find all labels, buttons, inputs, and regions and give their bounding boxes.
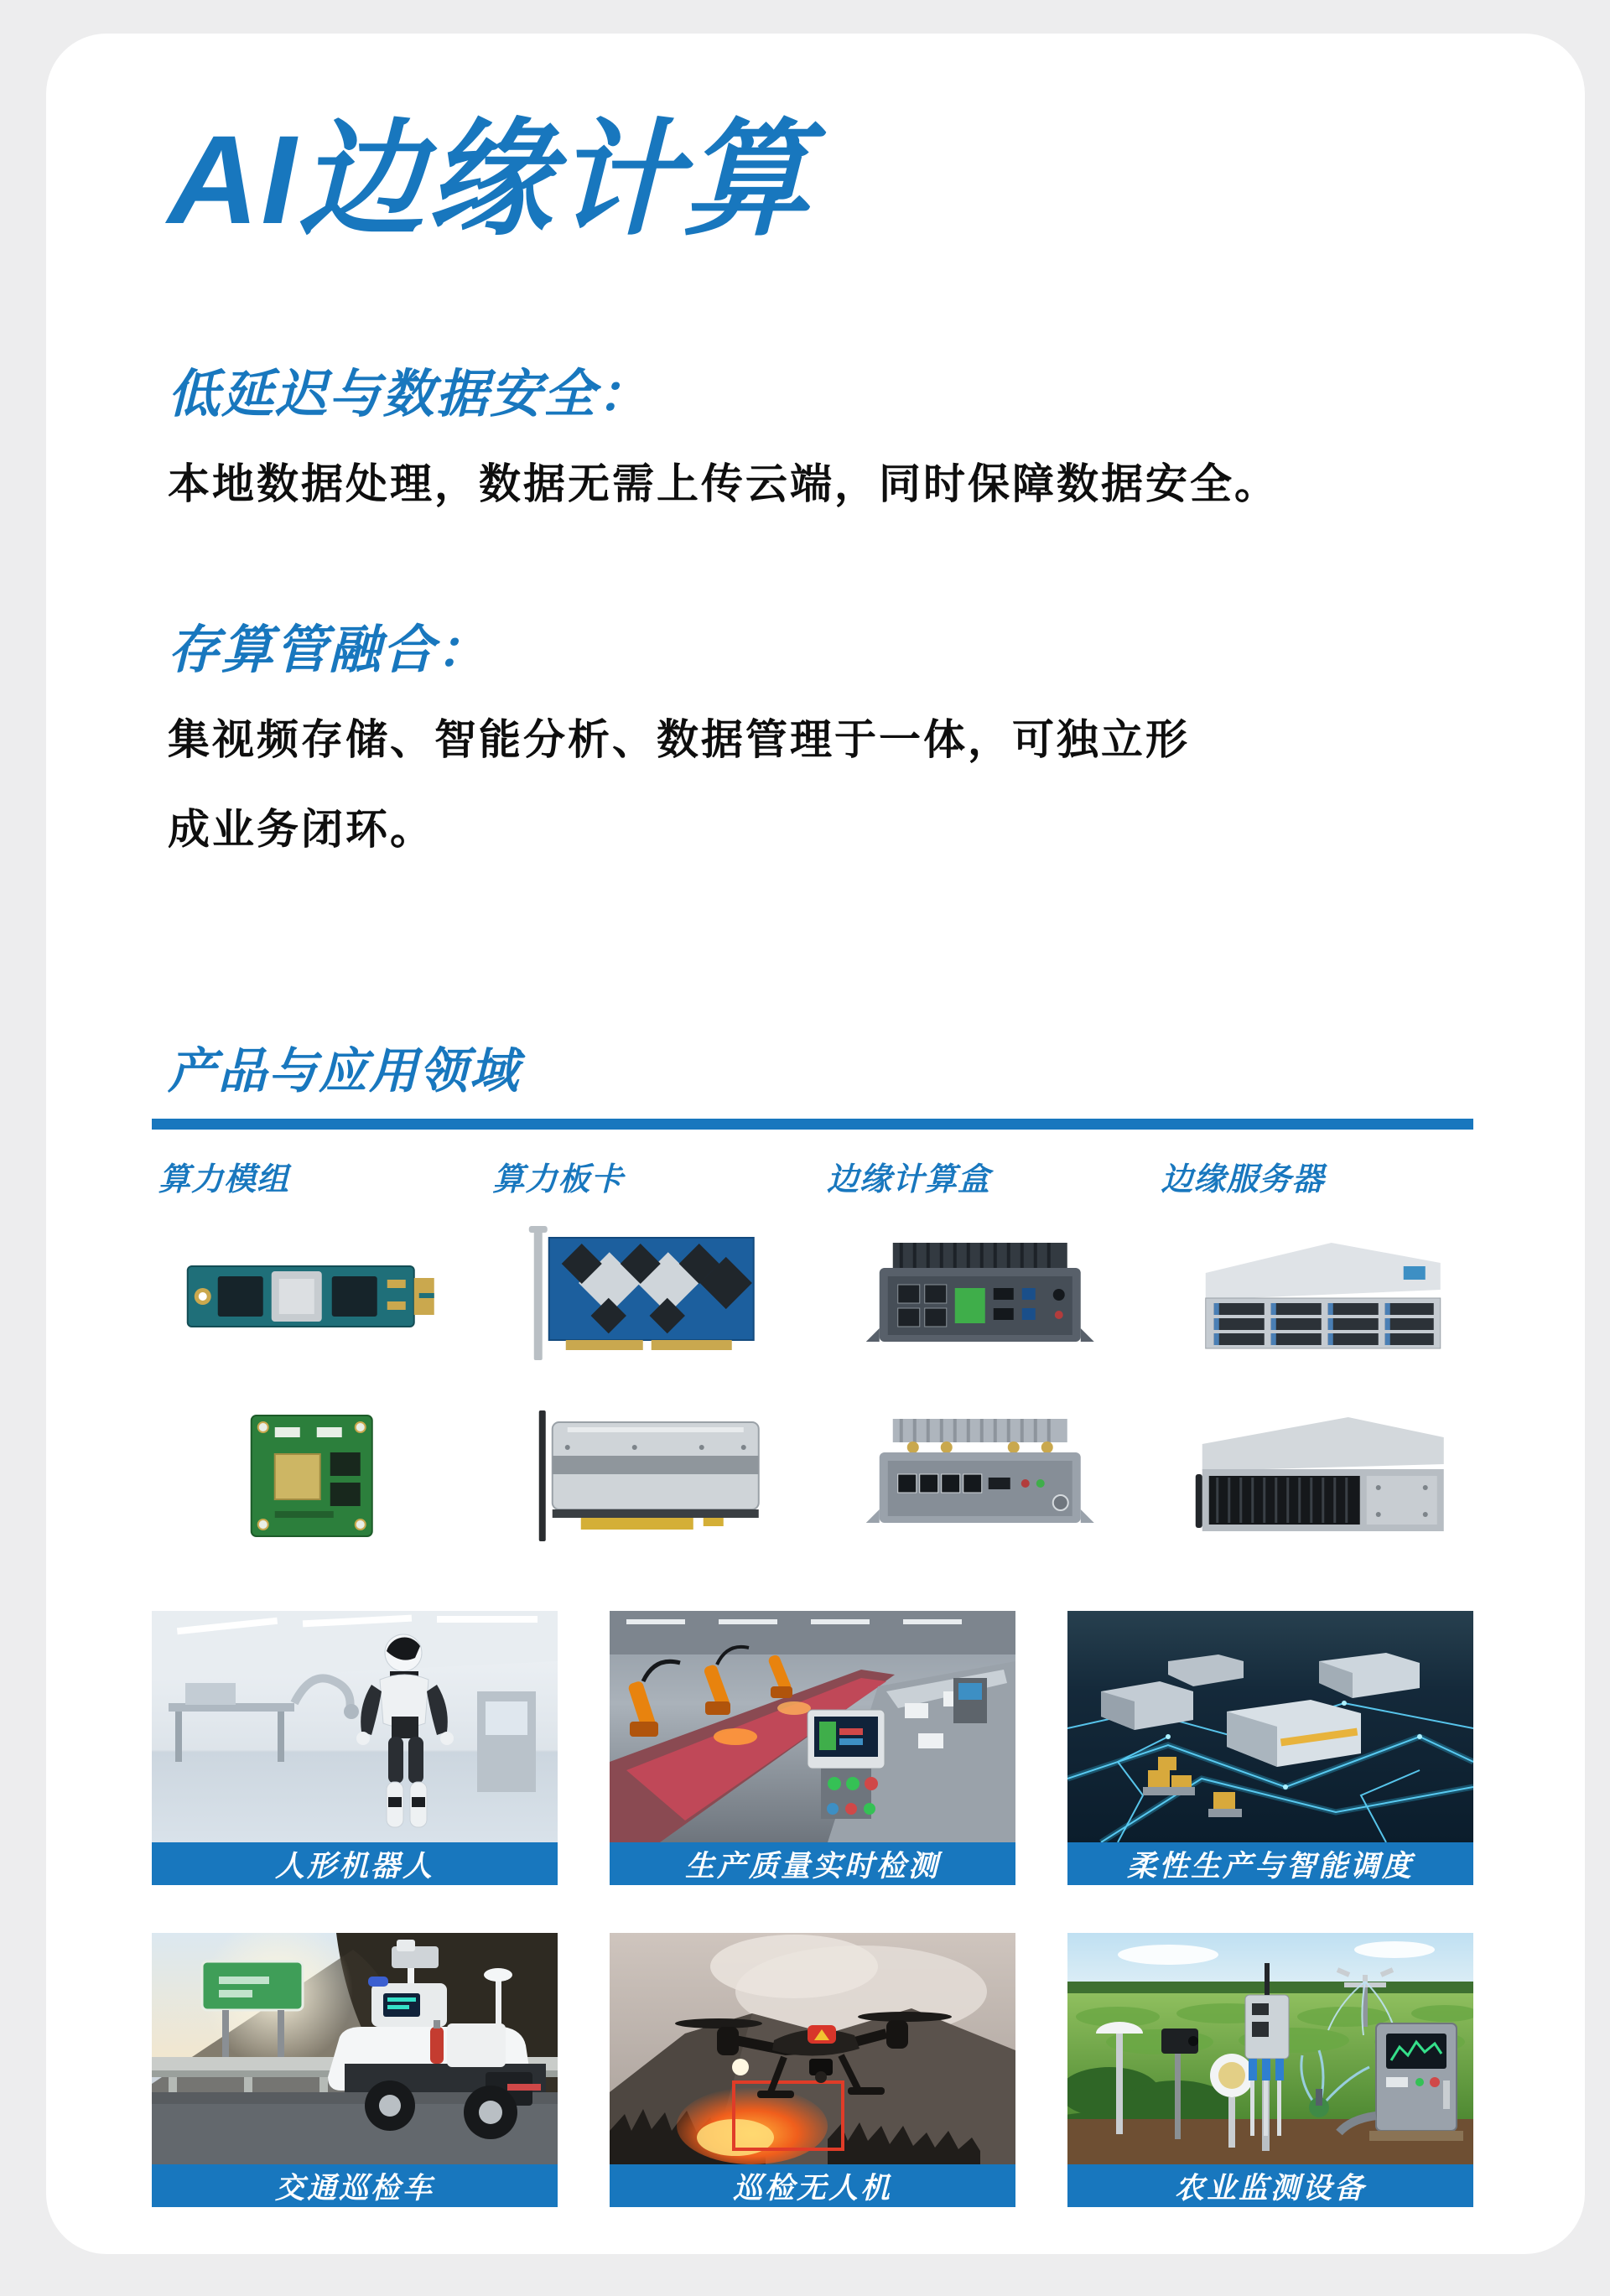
app-caption: 交通巡检车 — [152, 2164, 558, 2207]
feature-body-line: 成业务闭环。 — [168, 806, 434, 854]
app-caption: 农业监测设备 — [1067, 2164, 1473, 2207]
feature-body-line: 本地数据处理，数据无需上传云端，同时保障数据安全。 — [168, 460, 1279, 508]
category-label: 算力板卡 — [492, 1161, 624, 1197]
category-compute-cards — [486, 1153, 806, 1558]
agriculture-monitoring-photo — [1067, 1933, 1473, 2164]
feature-low-latency — [168, 365, 1426, 529]
app-caption: 人形机器人 — [152, 1842, 558, 1885]
app-card-traffic-patrol — [152, 1933, 558, 2207]
som-compute-module-photo — [152, 1394, 471, 1558]
smart-factory-scheduling-photo — [1067, 1611, 1473, 1842]
feature-body-line: 集视频存储、智能分析、数据管理于一体，可独立形 — [168, 716, 1190, 764]
rack-server-4u-photo — [1155, 1394, 1474, 1558]
category-edge-servers — [1155, 1153, 1474, 1558]
app-caption: 巡检无人机 — [610, 2164, 1015, 2207]
app-card-humanoid-robot — [152, 1611, 558, 1885]
feature-converged — [168, 621, 1426, 875]
app-card-inspection-drone — [610, 1933, 1015, 2207]
category-edge-boxes — [820, 1153, 1140, 1558]
production-line-inspection-photo — [610, 1611, 1015, 1842]
edge-compute-box-dark-photo — [820, 1214, 1140, 1379]
section-divider — [152, 1119, 1473, 1130]
page-title: AI边缘计算 — [168, 109, 813, 250]
app-caption: 生产质量实时检测 — [610, 1842, 1015, 1885]
category-compute-modules — [152, 1153, 471, 1558]
gpu-accelerator-card-photo — [486, 1394, 806, 1558]
content-card — [46, 34, 1585, 2254]
edge-compute-box-gray-photo — [820, 1394, 1140, 1558]
app-card-smart-factory — [1067, 1611, 1473, 1885]
app-caption: 柔性生产与智能调度 — [1067, 1842, 1473, 1885]
pcie-accelerator-card-photo — [486, 1214, 806, 1379]
product-category-grid — [152, 1153, 1473, 1558]
m2-compute-module-photo — [152, 1214, 471, 1379]
inspection-drone-photo — [610, 1933, 1015, 2164]
traffic-patrol-vehicle-photo — [152, 1933, 558, 2164]
category-label: 边缘服务器 — [1161, 1161, 1325, 1197]
humanoid-robot-photo — [152, 1611, 558, 1842]
rack-server-2u-photo — [1155, 1214, 1474, 1379]
products-section-title: 产品与应用领域 — [168, 1044, 521, 1099]
app-card-agriculture-monitoring — [1067, 1933, 1473, 2207]
feature-heading-low-latency: 低延迟与数据安全： — [168, 366, 652, 423]
applications-grid — [152, 1611, 1473, 2207]
category-label: 边缘计算盒 — [827, 1161, 991, 1197]
feature-heading-converged: 存算管融合： — [168, 621, 491, 679]
app-card-production-inspection — [610, 1611, 1015, 1885]
products-section — [152, 1044, 1473, 1558]
category-label: 算力模组 — [158, 1161, 290, 1197]
